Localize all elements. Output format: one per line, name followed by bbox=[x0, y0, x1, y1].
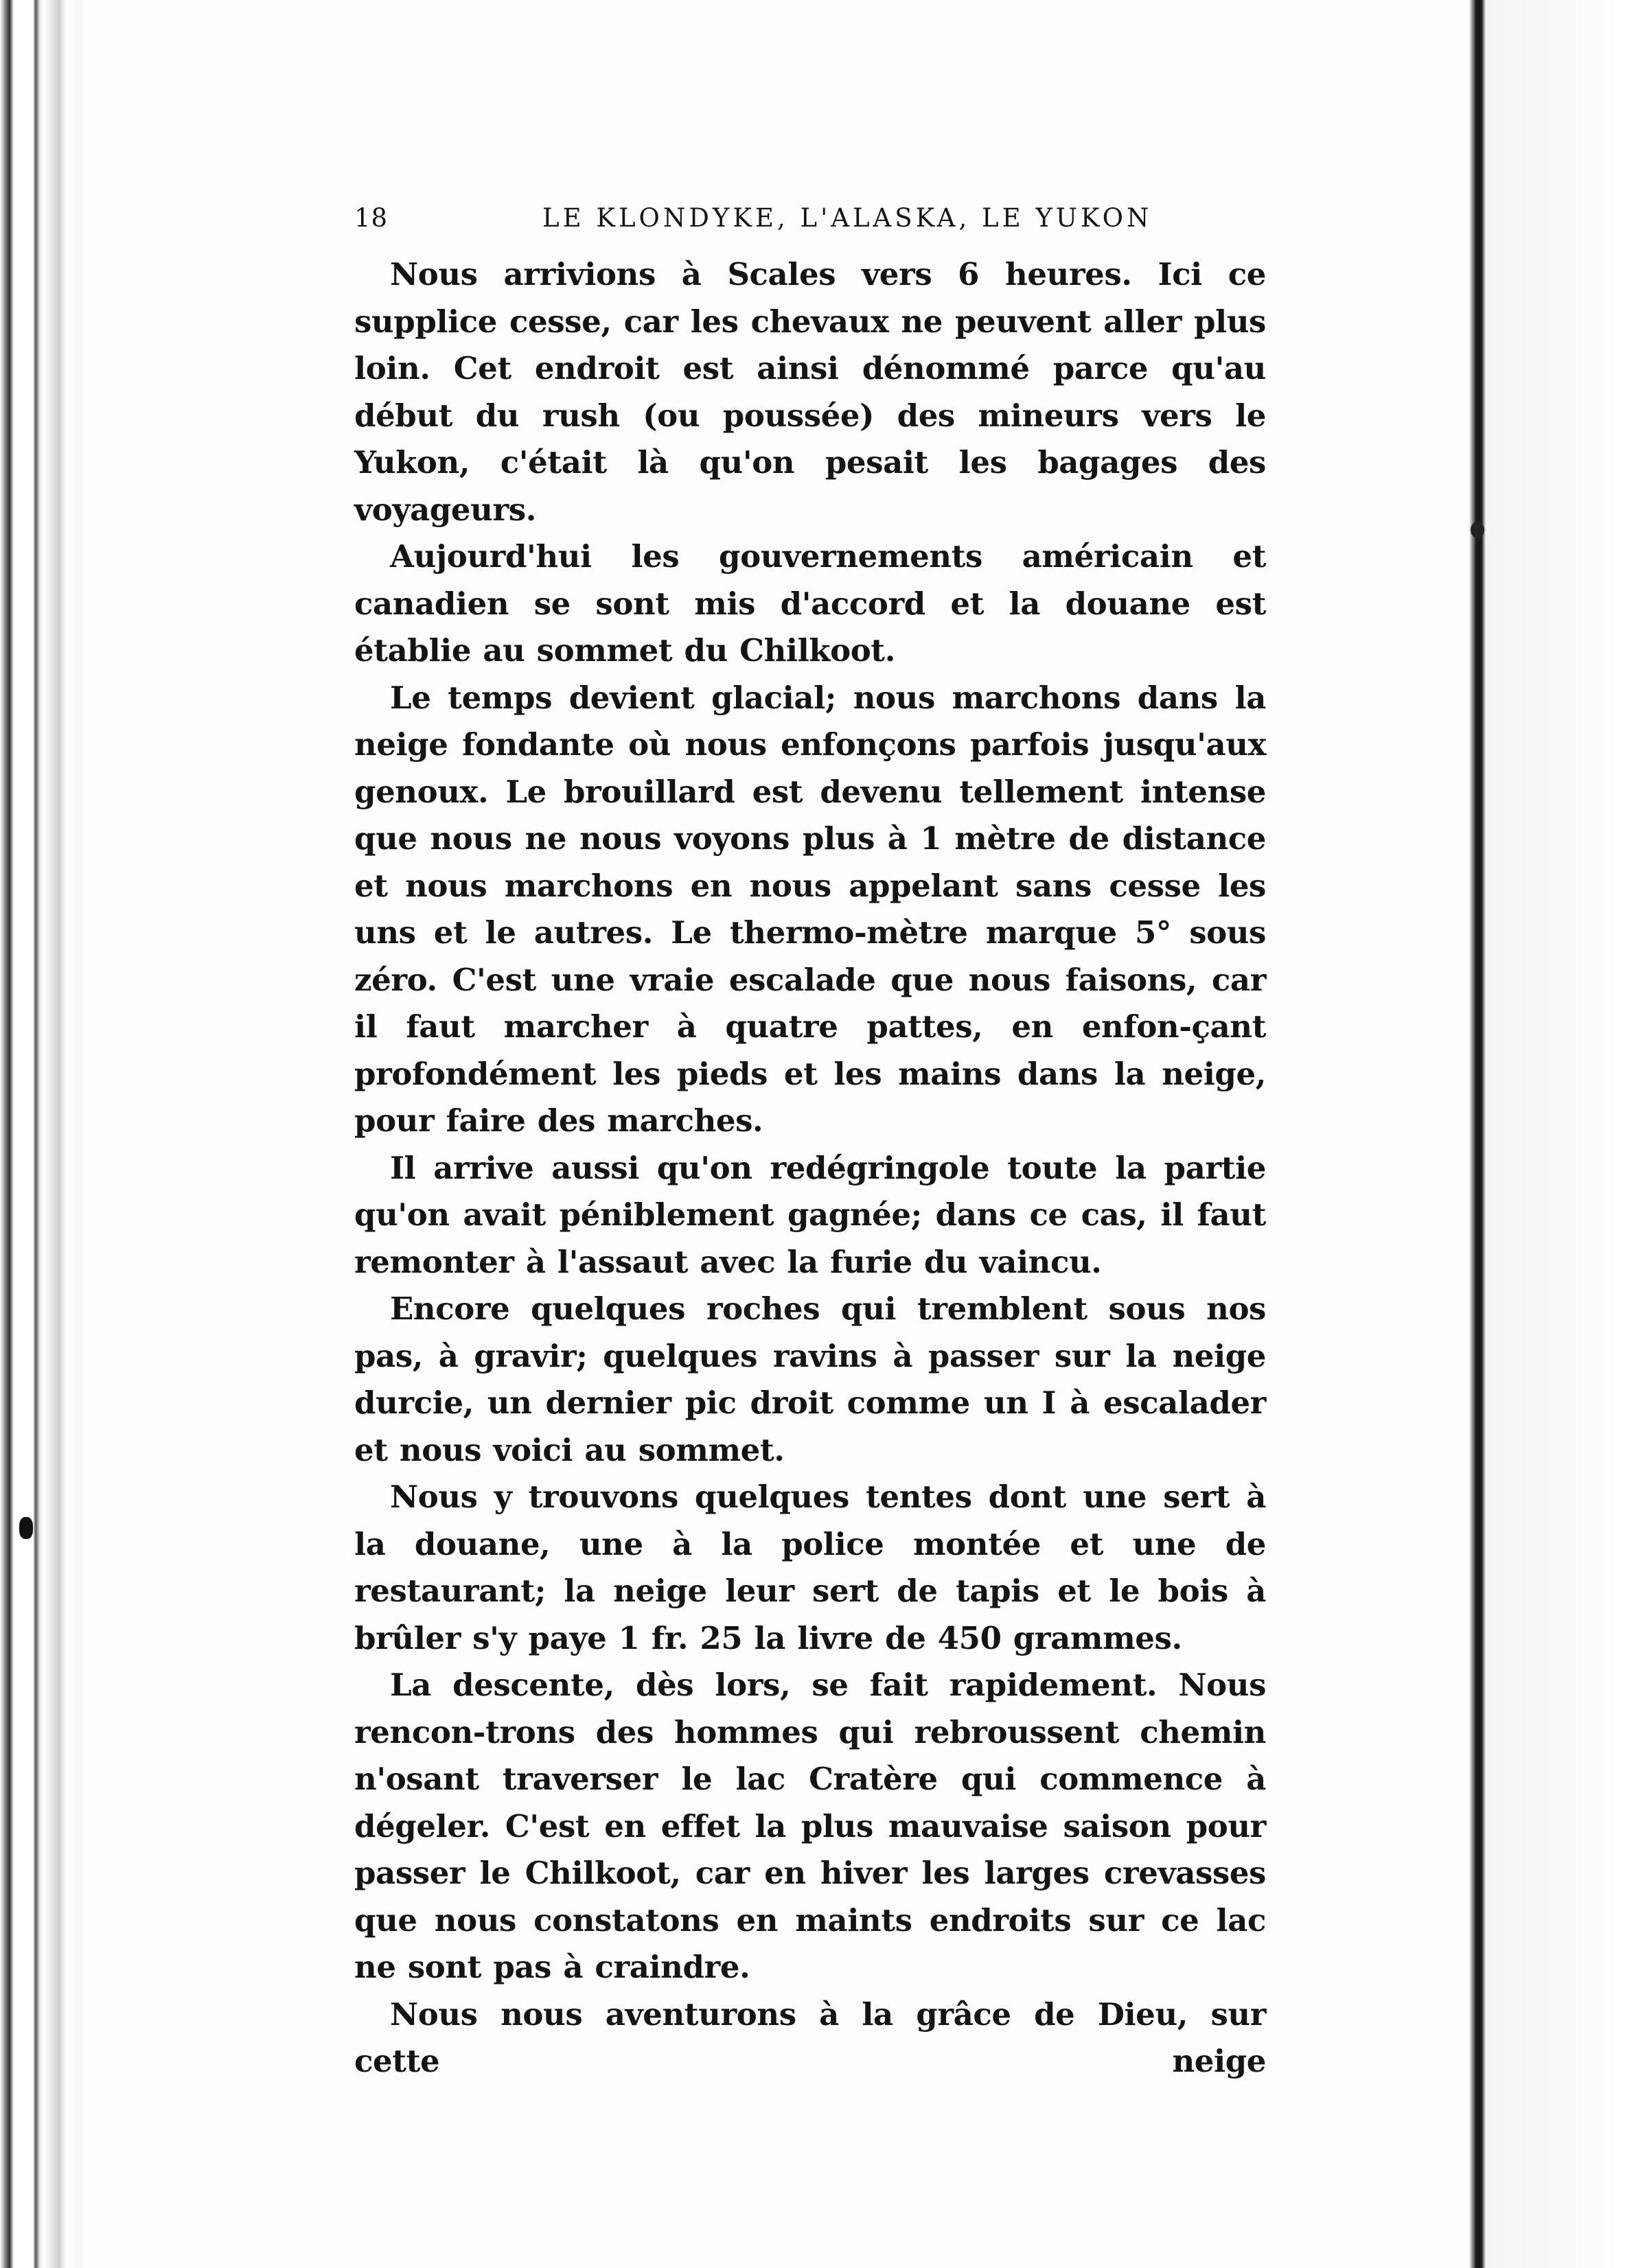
paragraph: Il arrive aussi qu'on redégringole toute la partie qu'on avait péniblement gagnée; dans ce cas, il faut remonter à l'assaut avec la furie du vaincu. bbox=[354, 1149, 1266, 1280]
paragraph: Nous arrivions à Scales vers 6 heures. Ici ce supplice cesse, car les chevaux ne peuvent aller plus loin. Cet endroit est ainsi dénommé parce qu'au début du rush (ou poussée) des mineurs vers le Yukon, c'était là qu'on pesait les bagages des voyageurs. bbox=[354, 256, 1266, 528]
ink-blot bbox=[19, 1517, 33, 1539]
left-binding-edge bbox=[0, 0, 82, 2268]
paragraph: Encore quelques roches qui tremblent sous nos pas, à gravir; quelques ravins à passer sur la neige durcie, un dernier pic droit comme un I à escalader et nous voici au sommet. bbox=[354, 1291, 1266, 1468]
edge-mark bbox=[1471, 522, 1484, 538]
paragraph: La descente, dès lors, se fait rapidement. Nous rencon-trons des hommes qui rebroussent chemin n'osant traverser le lac Cratère qui commence à dégeler. C'est en effet la plus mauvaise saison pour passer le Chilkoot, car en hiver les larges crevasses que nous constatons en maints endroits sur ce lac ne sont pas à craindre. bbox=[354, 1667, 1266, 1985]
paragraph: Aujourd'hui les gouvernements américain et canadien se sont mis d'accord et la douane est établie au sommet du Chilkoot. bbox=[354, 538, 1266, 669]
paragraph: Le temps devient glacial; nous marchons dans la neige fondante où nous enfonçons parfois jusqu'aux genoux. Le brouillard est devenu tellement intense que nous ne nous voyons plus à 1 mètre de distance et nous marchons en nous appelant sans cesse les uns et le autres. Le thermo-mètre marque 5° sous zéro. C'est une vraie escalade que nous faisons, car il faut marcher à quatre pattes, en enfon-çant profondément les pieds et les mains dans la neige, pour faire des marches. bbox=[354, 679, 1266, 1139]
page-text-block bbox=[354, 203, 1266, 2085]
paragraph-continued: Nous nous aventurons à la grâce de Dieu, sur cette neige bbox=[354, 1995, 1266, 2079]
body-text bbox=[354, 251, 1266, 2085]
running-head-title: LE KLONDYKE, L'ALASKA, LE YUKON bbox=[542, 203, 1153, 233]
paragraph: Nous y trouvons quelques tentes dont une sert à la douane, une à la police montée et une de restaurant; la neige leur sert de tapis et le bois à brûler s'y paye 1 fr. 25 la livre de 450 grammes. bbox=[354, 1479, 1266, 1656]
right-page-edge bbox=[1469, 0, 1634, 2268]
page-number: 18 bbox=[354, 203, 389, 233]
running-head bbox=[354, 203, 1266, 244]
